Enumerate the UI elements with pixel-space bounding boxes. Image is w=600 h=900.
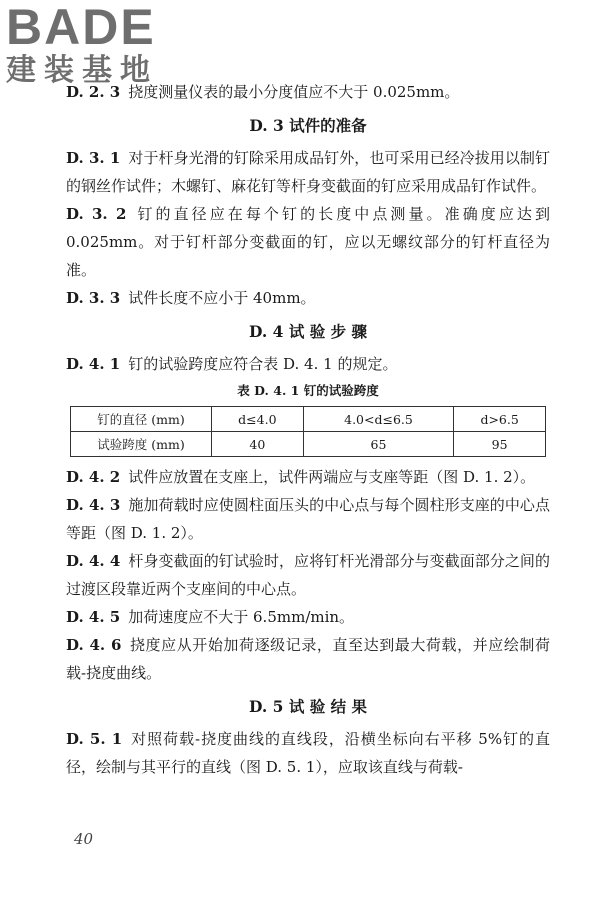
clause-d-5-1 (66, 725, 550, 781)
clause-d-4-6 (66, 631, 550, 687)
clause-d-4-2 (66, 463, 550, 491)
clause-number: D. 3. 2 (66, 205, 127, 223)
clause-text: 试件长度不应小于 40mm。 (128, 289, 316, 307)
table-cell: 40 (212, 432, 304, 457)
clause-number: D. 4. 2 (66, 468, 121, 486)
clause-d-3-1 (66, 144, 550, 200)
section-title-d3: D. 3 试件的准备 (249, 116, 367, 135)
clause-d-3-3 (66, 284, 550, 312)
clause-text: 对于杆身光滑的钉除采用成品钉外，也可采用已经冷拔用以制钉的钢丝作试件；木螺钉、麻花钉等杆身变截面的钉应采用成品钉作试件。 (66, 149, 550, 195)
clause-text: 加荷速度应不大于 6.5mm/min。 (128, 608, 355, 626)
table-row (71, 407, 546, 432)
clause-number: D. 3. 1 (66, 149, 121, 167)
clause-number: D. 5. 1 (66, 730, 123, 748)
clause-d-2-3 (66, 78, 550, 106)
clause-text: 钉的试验跨度应符合表 D. 4. 1 的规定。 (128, 355, 398, 373)
watermark-latin: BADE (6, 0, 156, 55)
clause-d-4-1 (66, 350, 550, 378)
clause-d-4-3 (66, 491, 550, 547)
clause-d-3-2 (66, 200, 550, 284)
clause-number: D. 2. 3 (66, 83, 121, 101)
page-number: 40 (74, 830, 94, 848)
clause-text: 挠度应从开始加荷逐级记录，直至达到最大荷载，并应绘制荷载-挠度曲线。 (66, 636, 550, 682)
clause-d-4-5 (66, 603, 550, 631)
document-page (66, 78, 550, 781)
table-row-label: 试验跨度 (mm) (71, 432, 212, 457)
clause-number: D. 4. 1 (66, 355, 121, 373)
table-row (71, 432, 546, 457)
clause-number: D. 4. 4 (66, 552, 121, 570)
table-caption: 表 D. 4. 1 钉的试验跨度 (237, 383, 379, 398)
clause-text: 对照荷载-挠度曲线的直线段，沿横坐标向右平移 5%钉的直径，绘制与其平行的直线（图 D. 5. 1），应取该直线与荷载- (66, 730, 550, 776)
nail-span-table (70, 406, 546, 457)
watermark-chinese: 建装基地 (6, 53, 158, 88)
watermark-logo (6, 2, 158, 88)
clause-text: 施加荷载时应使圆柱面压头的中心点与每个圆柱形支座的中心点等距（图 D. 1. 2）。 (66, 496, 550, 542)
clause-text: 挠度测量仪表的最小分度值应不大于 0.025mm。 (128, 83, 460, 101)
table-cell: 95 (454, 432, 546, 457)
clause-d-4-4 (66, 547, 550, 603)
clause-number: D. 4. 5 (66, 608, 121, 626)
clause-text: 杆身变截面的钉试验时，应将钉杆光滑部分与变截面部分之间的过渡区段靠近两个支座间的中心点。 (66, 552, 550, 598)
table-cell: 65 (303, 432, 454, 457)
section-title-d4: D. 4 试 验 步 骤 (248, 322, 368, 341)
section-title-d5: D. 5 试 验 结 果 (248, 697, 368, 716)
clause-number: D. 4. 6 (66, 636, 122, 654)
clause-text: 钉的直径应在每个钉的长度中点测量。准确度应达到 0.025mm。对于钉杆部分变截面的钉，应以无螺纹部分的钉杆直径为准。 (66, 205, 550, 279)
clause-number: D. 4. 3 (66, 496, 121, 514)
table-row-label: 钉的直径 (mm) (71, 407, 212, 432)
table-cell: d>6.5 (454, 407, 546, 432)
clause-text: 试件应放置在支座上，试件两端应与支座等距（图 D. 1. 2）。 (128, 468, 536, 486)
clause-number: D. 3. 3 (66, 289, 121, 307)
table-cell: 4.0<d≤6.5 (303, 407, 454, 432)
table-cell: d≤4.0 (212, 407, 304, 432)
